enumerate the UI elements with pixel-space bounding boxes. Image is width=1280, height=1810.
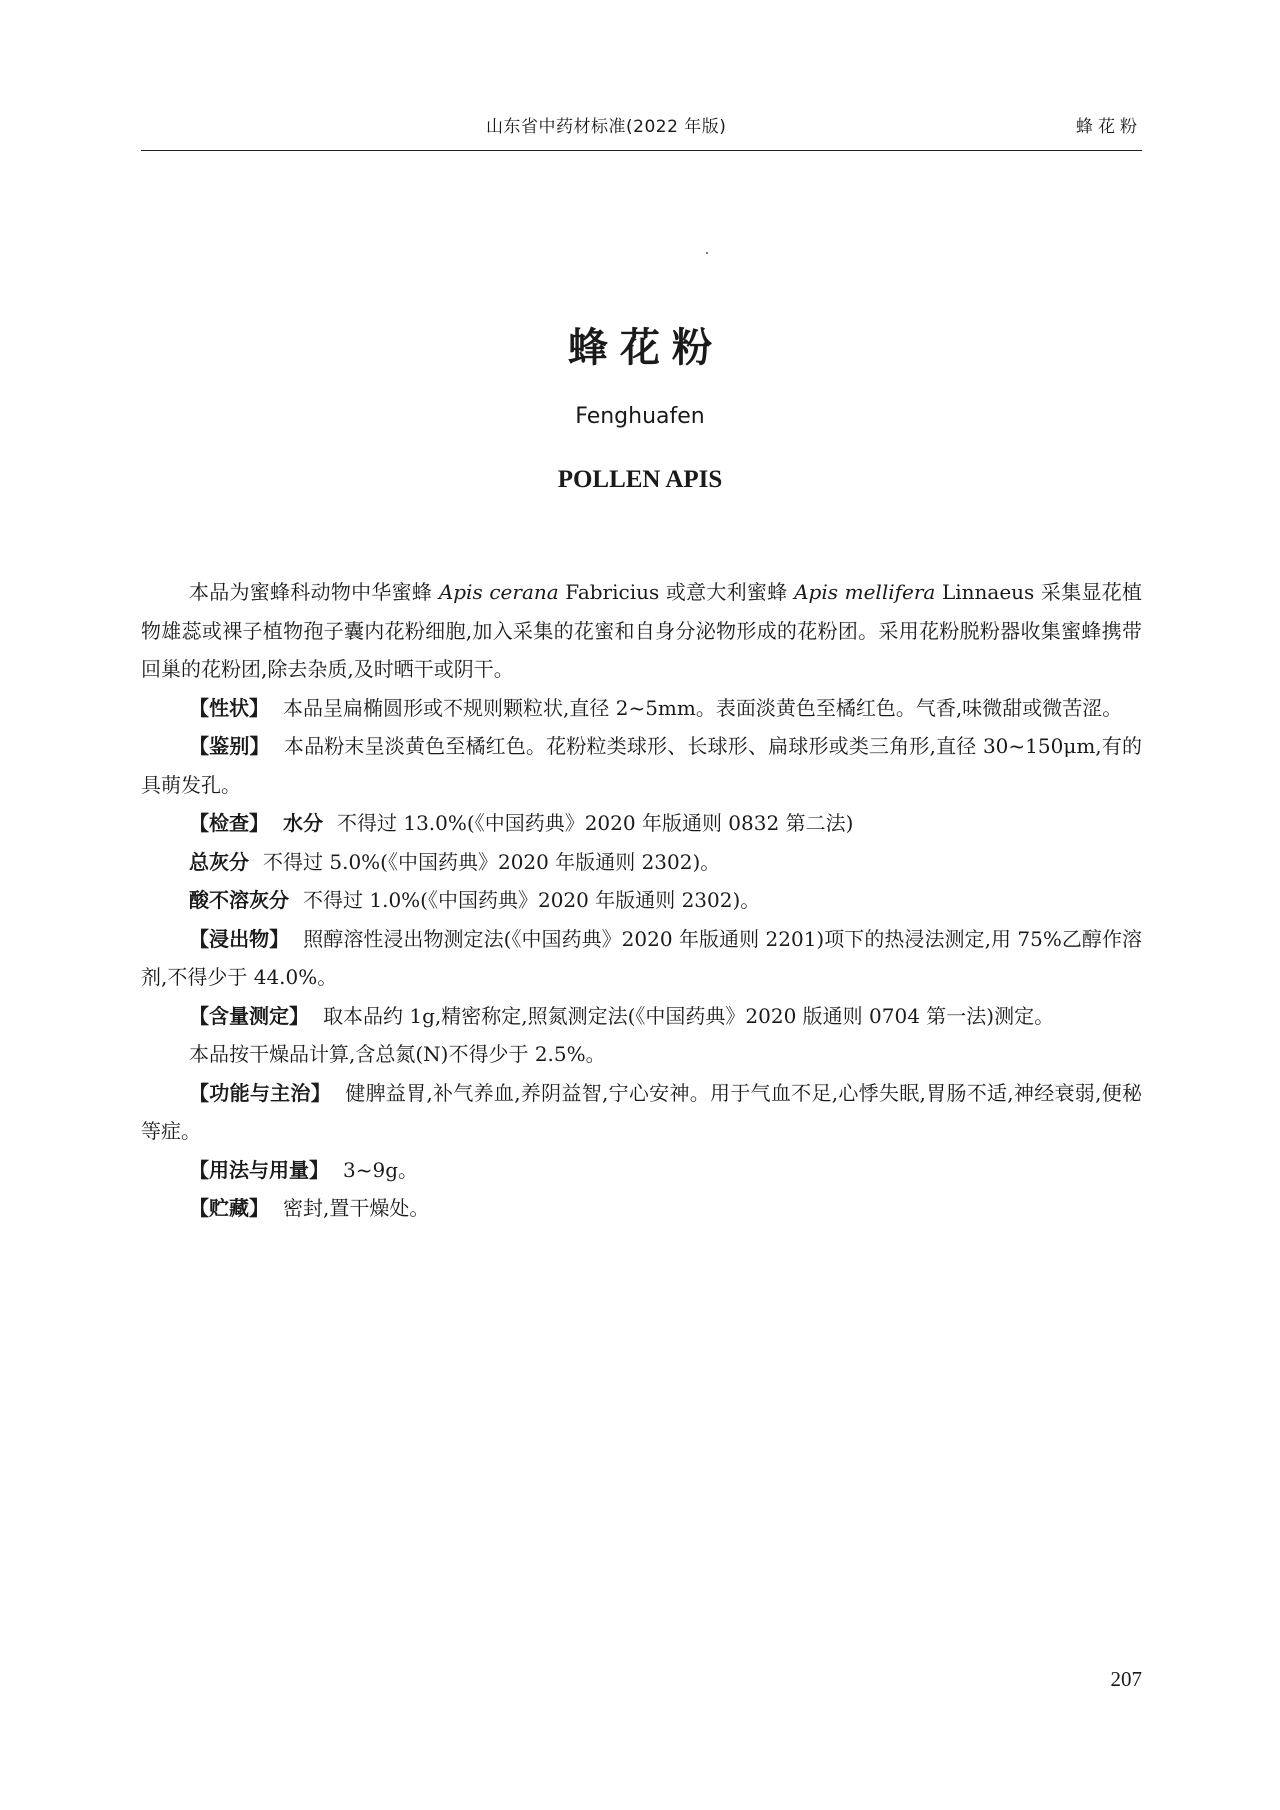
header-rule bbox=[141, 150, 1142, 151]
scan-speck bbox=[706, 252, 708, 254]
page-number: 207 bbox=[1110, 1667, 1142, 1691]
extract-paragraph: 【浸出物】 照醇溶性浸出物测定法(《中国药典》2020 年版通则 2201)项下的热浸法测定,用 75%乙醇作溶剂,不得少于 44.0%。 bbox=[141, 926, 1143, 989]
species-name: Apis mellifera bbox=[794, 580, 936, 604]
running-head bbox=[141, 112, 1142, 144]
assay-label: 【含量测定】 bbox=[189, 1003, 309, 1028]
storage-paragraph: 【贮藏】 密封,置干燥处。 bbox=[189, 1196, 430, 1220]
entry-latin-name: POLLEN APIS bbox=[557, 466, 723, 493]
usage-label: 【用法与用量】 bbox=[189, 1157, 329, 1182]
assay-paragraph: 【含量测定】 取本品约 1g,精密称定,照氮测定法(《中国药典》2020 版通则 0704 第一法)测定。 bbox=[189, 1003, 1055, 1028]
inspection-total-ash-paragraph: 总灰分 不得过 5.0%(《中国药典》2020 年版通则 2302)。 bbox=[189, 849, 721, 874]
acid-ash-label: 酸不溶灰分 bbox=[189, 888, 289, 912]
source-paragraph: 本品为蜜蜂科动物中华蜜蜂 Apis cerana Fabricius 或意大利蜜蜂 Apis mellifera Linnaeus 采集显花植物雄蕊或裸子植物孢子囊内花粉细胞,加入采集的花蜜和自身分泌物形成的花粉团。采用花粉脱粉器收集蜜蜂携带回巢的花粉团,除去杂质,及时晒干或阴干。 bbox=[141, 580, 1142, 681]
monograph-body bbox=[141, 573, 1142, 1228]
entry-pinyin: Fenghuafen bbox=[575, 404, 705, 429]
extract-label: 【浸出物】 bbox=[189, 926, 290, 951]
function-label: 【功能与主治】 bbox=[189, 1080, 331, 1105]
function-paragraph: 【功能与主治】 健脾益胃,补气养血,养阴益智,宁心安神。用于气血不足,心悸失眠,胃肠不适,神经衰弱,便秘等症。 bbox=[141, 1080, 1142, 1143]
usage-paragraph: 【用法与用量】 3~9g。 bbox=[189, 1157, 419, 1182]
inspection-water-paragraph: 【检查】 水分 不得过 13.0%(《中国药典》2020 年版通则 0832 第二法) bbox=[189, 811, 854, 835]
inspection-label: 【检查】 bbox=[189, 811, 269, 835]
total-ash-label: 总灰分 bbox=[189, 849, 249, 874]
book-title: 山东省中药材标准(2022 年版) bbox=[486, 117, 727, 137]
description-paragraph: 【性状】 本品呈扁椭圆形或不规则颗粒状,直径 2~5mm。表面淡黄色至橘红色。气香,味微甜或微苦涩。 bbox=[189, 695, 1123, 720]
identification-paragraph: 【鉴别】 本品粉末呈淡黄色至橘红色。花粉粒类球形、长球形、扁球形或类三角形,直径 30~150μm,有的具萌发孔。 bbox=[141, 734, 1143, 797]
inspection-acid-ash-paragraph: 酸不溶灰分 不得过 1.0%(《中国药典》2020 年版通则 2302)。 bbox=[189, 888, 761, 912]
water-label: 水分 bbox=[283, 811, 323, 835]
section-title: 蜂花粉 bbox=[1076, 117, 1142, 137]
identification-label: 【鉴别】 bbox=[189, 734, 270, 758]
species-name: Apis cerana bbox=[438, 580, 559, 604]
description-label: 【性状】 bbox=[189, 695, 269, 720]
entry-title: 蜂花粉 bbox=[568, 325, 724, 371]
assay-result-paragraph: 本品按干燥品计算,含总氮(N)不得少于 2.5%。 bbox=[189, 1042, 606, 1066]
storage-label: 【贮藏】 bbox=[189, 1196, 269, 1220]
